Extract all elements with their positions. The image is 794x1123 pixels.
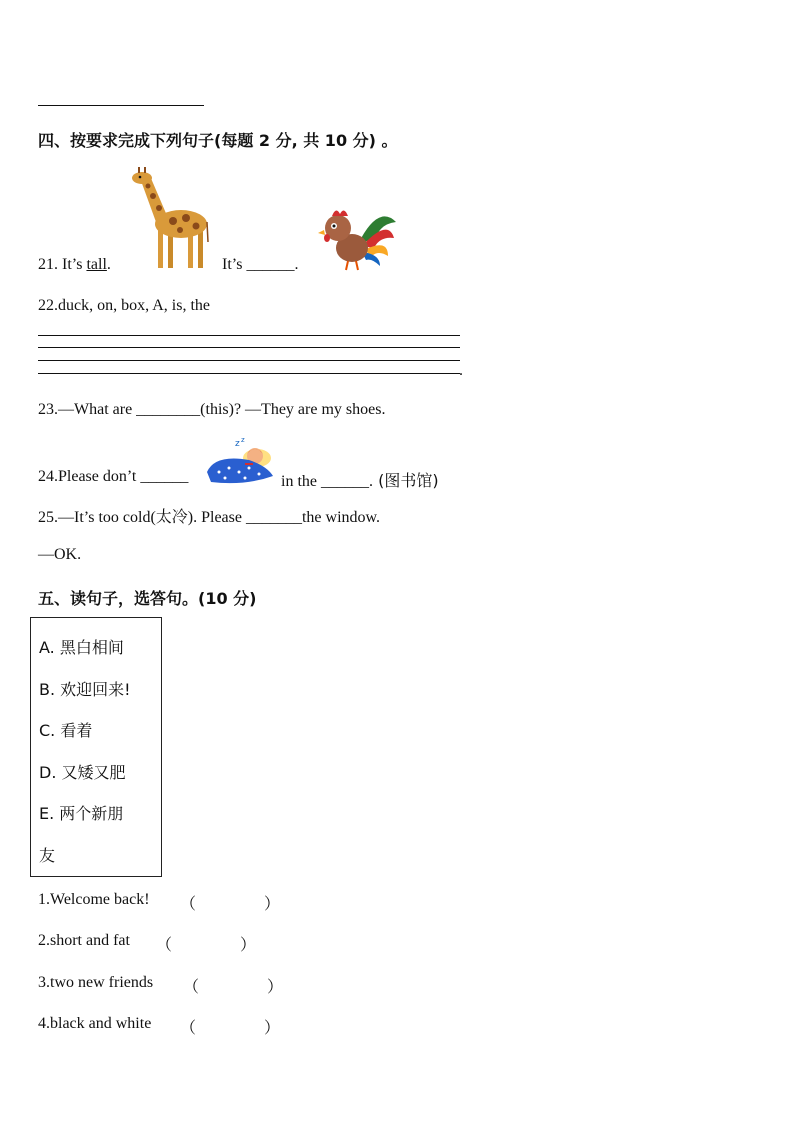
sleeping-child-image <box>205 436 277 488</box>
option-e-continued: 友 <box>39 846 56 865</box>
q22-answer-line-1 <box>38 335 460 336</box>
q5-2-open-paren: （ <box>156 935 173 954</box>
top-answer-line <box>38 105 204 106</box>
q5-1-open-paren: （ <box>180 894 197 913</box>
q24-in-the: in the ______. <box>281 473 373 490</box>
q22-answer-line-4 <box>38 373 460 374</box>
option-b: B. 欢迎回来! <box>39 680 131 699</box>
q24-middle <box>281 468 439 491</box>
option-c: C. 看着 <box>39 721 93 740</box>
q5-4-close-paren: ） <box>264 1018 281 1037</box>
q5-3-open-paren: （ <box>183 977 200 996</box>
q5-4-text: 4.black and white <box>38 1015 152 1032</box>
giraffe-image <box>128 166 210 270</box>
q25-text: 25.—It’s too cold(太冷). Please _______the window. <box>38 509 381 526</box>
q5-2-close-paren: ） <box>240 935 257 954</box>
options-box <box>30 617 162 877</box>
svg-text:z: z <box>235 439 240 449</box>
q25-line <box>38 504 380 527</box>
q22-prompt: 22.duck, on, box, A, is, the <box>38 297 210 314</box>
option-d: D. 又矮又肥 <box>39 763 126 782</box>
q21-prefix: 21. It’s <box>38 256 87 273</box>
q5-3-close-paren: ） <box>267 977 284 996</box>
q22-end-dot: . <box>459 362 463 379</box>
section4-title: 四、按要求完成下列句子(每题 2 分, 共 10 分) 。 <box>38 131 398 150</box>
q23-line: 23.—What are ________(this)? —They are my shoes. <box>38 401 386 418</box>
q24-prefix: 24.Please don’t ______ <box>38 468 189 485</box>
q5-3-text: 3.two new friends <box>38 974 154 991</box>
q21-line <box>38 256 111 274</box>
q21-dot: . <box>106 256 111 273</box>
q22-answer-line-2 <box>38 347 460 348</box>
q21-answer-word: tall <box>86 256 107 273</box>
q25-reply: —OK. <box>38 546 82 563</box>
q21-second-sentence: It’s ______. <box>222 256 299 273</box>
q5-2-text: 2.short and fat <box>38 932 130 949</box>
q5-4-open-paren: （ <box>180 1018 197 1037</box>
option-a: A. 黑白相间 <box>39 638 124 657</box>
svg-text:z: z <box>241 436 245 444</box>
q24-hint: (图书馆) <box>373 471 439 490</box>
q5-1-text: 1.Welcome back! <box>38 891 150 908</box>
section5-title: 五、读句子，选答句。(10 分) <box>38 589 257 608</box>
q5-1-close-paren: ） <box>264 894 281 913</box>
rooster-image <box>318 204 398 272</box>
q22-answer-line-3 <box>38 360 460 361</box>
option-e: E. 两个新朋 <box>39 804 124 823</box>
